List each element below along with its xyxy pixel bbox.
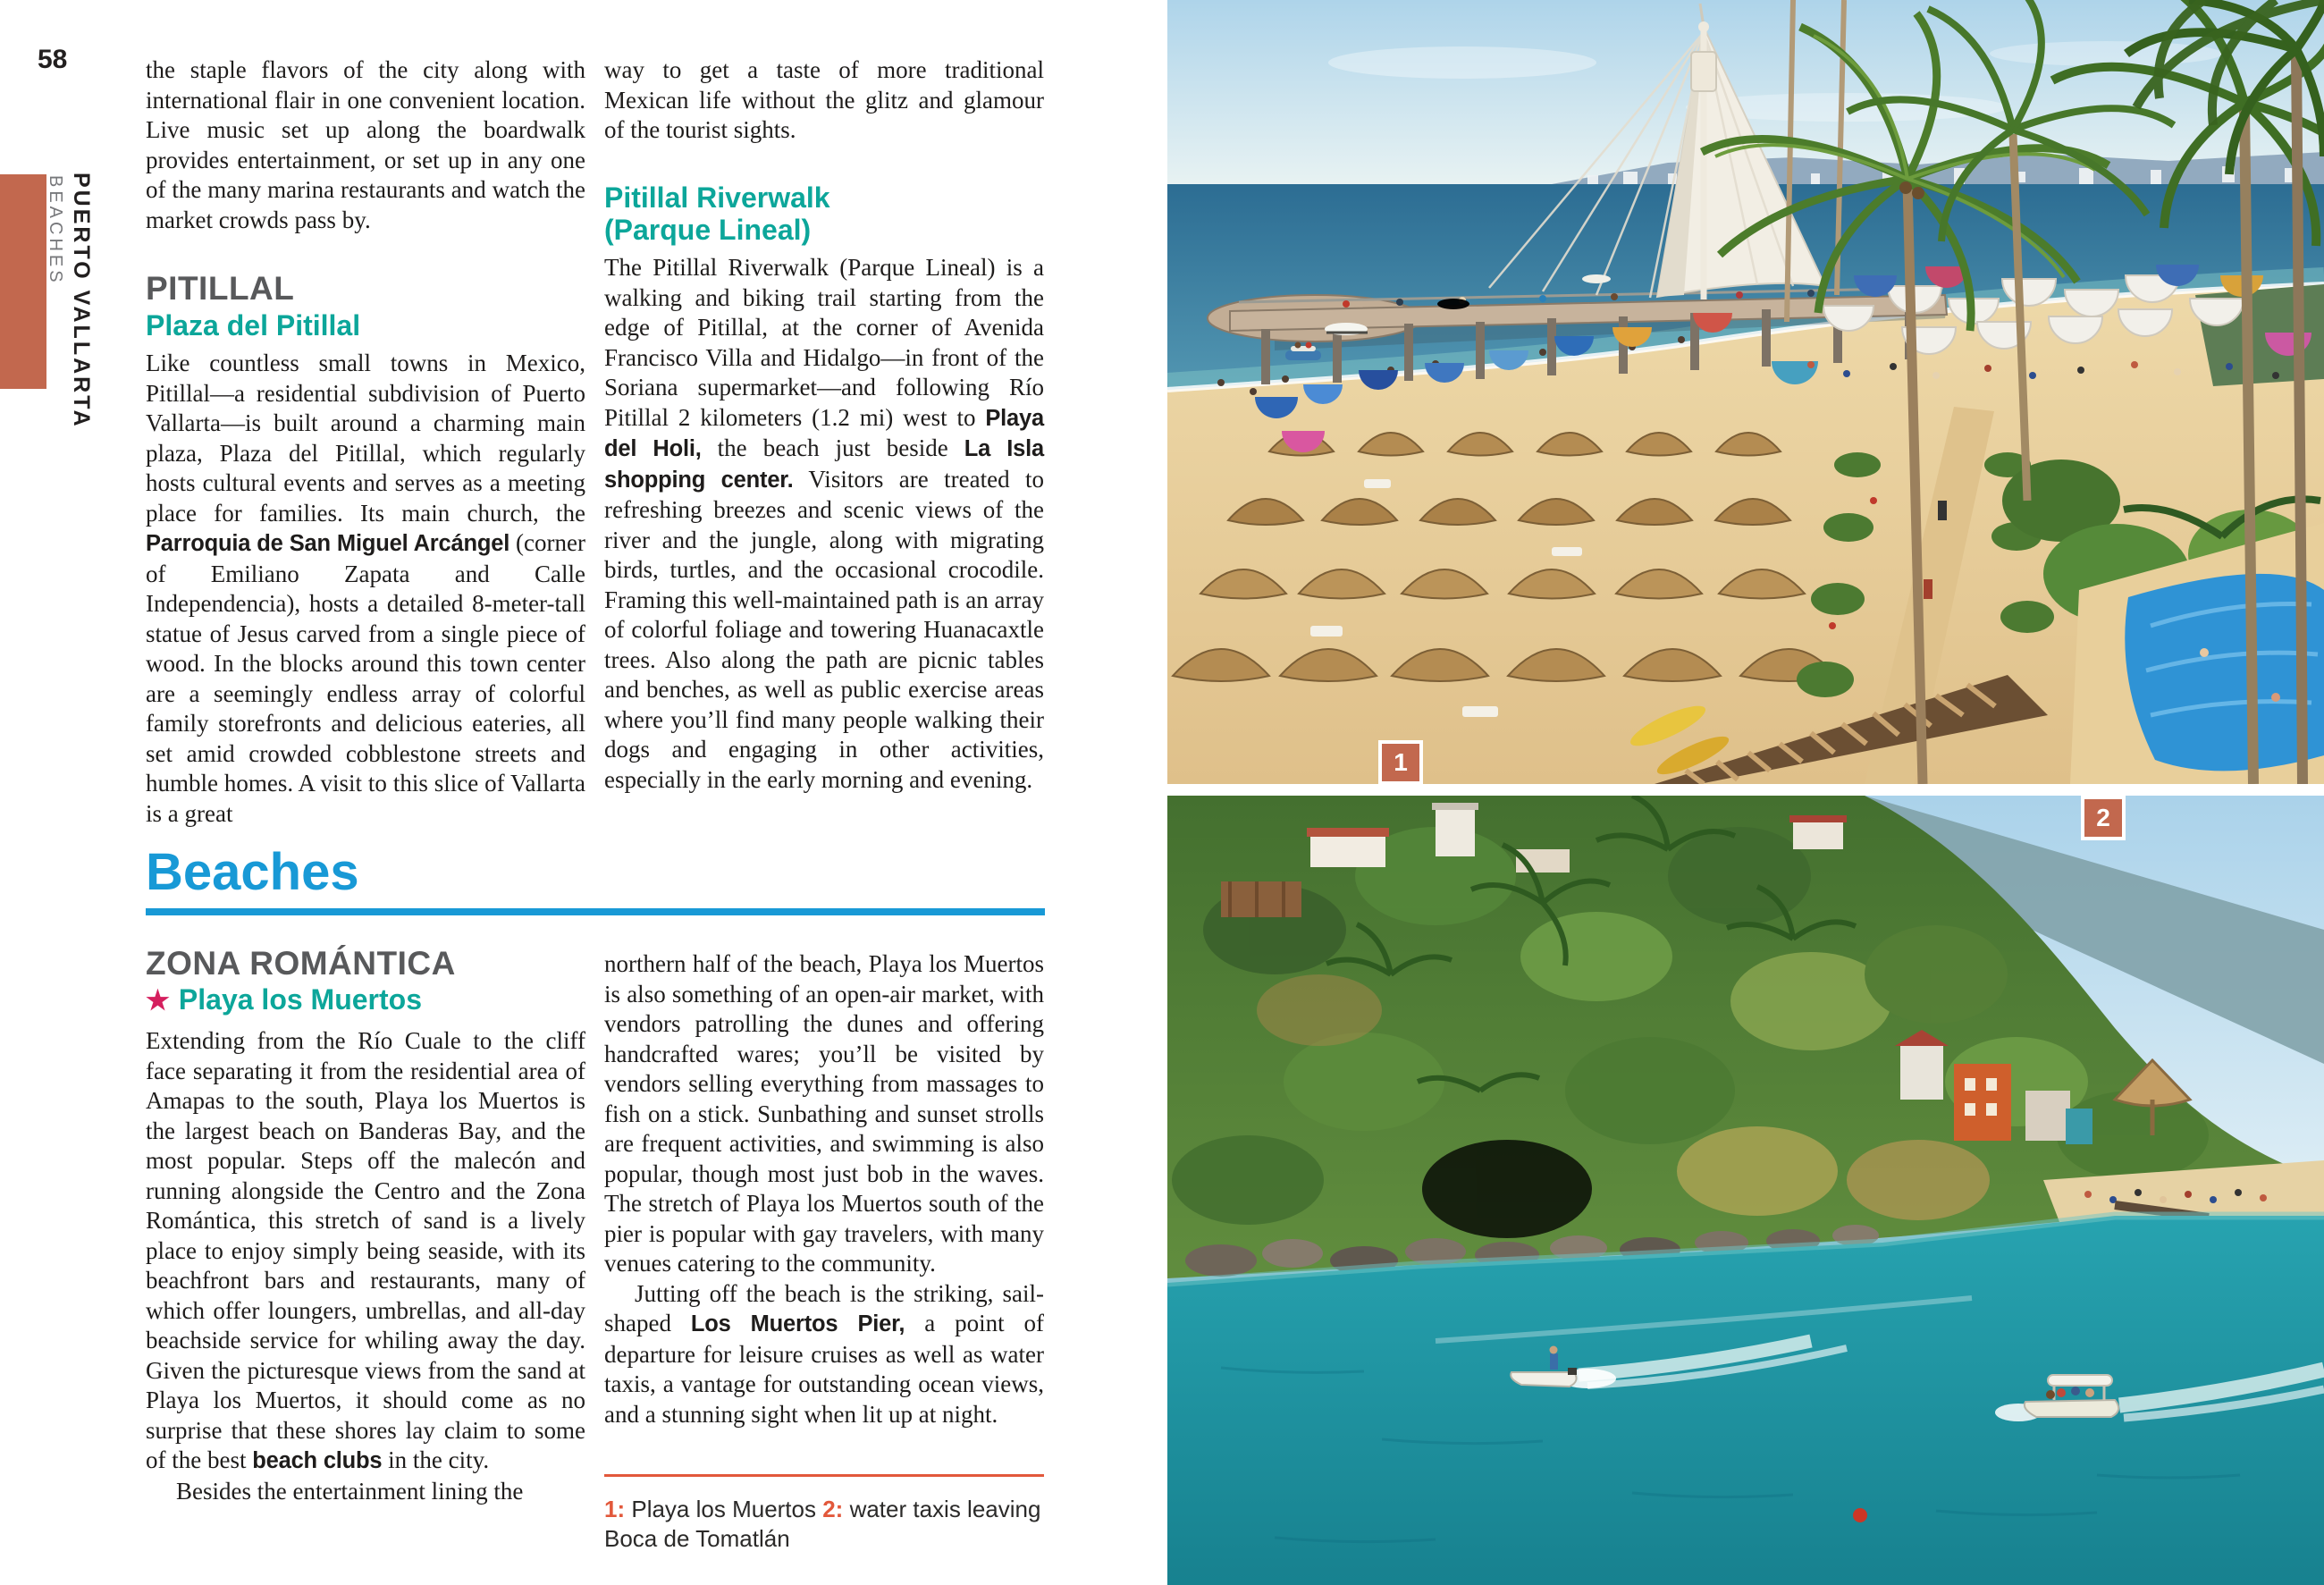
paragraph: The Pitillal Riverwalk (Parque Lineal) is a walking and biking trail starting from the edge of Pitillal, at the corner of Avenida Francisco Villa and Hidalgo—in front of the Soriana supermarket—and following Río Pitillal 2 kilometers (1.2 mi) west to Playa del Holi, the beach just beside La Isla shopping center. Visitors are treated to refreshing breezes and scenic views of the river and the jungle, along with migrating birds, turtles, and the occasional crocodile. Framing this well-maintained path is an array of colorful foliage and towering Huanacaxtle trees. Also along the path are picnic tables and benches, as well as public exercise areas where you’ll find many people walking their dogs and engaging in other activities, especially in the early morning and evening. bbox=[604, 254, 1044, 793]
column1-intro bbox=[146, 55, 585, 235]
column2-beaches-body bbox=[604, 949, 1044, 1429]
playa-los-muertos-label: Playa los Muertos bbox=[178, 983, 422, 1016]
column1-pitillal-body bbox=[146, 349, 585, 829]
column1-beaches-body bbox=[146, 1026, 585, 1506]
riverwalk-subheading-line2: (Parque Lineal) bbox=[604, 214, 812, 246]
paragraph: the staple flavors of the city along with international flair in one convenient location. Live music set up along the boardwalk provides entertainment, or set up in any one of the many marina restaurants and watch the market crowds pass by. bbox=[146, 56, 585, 233]
paragraph: Extending from the Río Cuale to the cliff face separating it from the residential area of Amapas to the south, Playa los Muertos is the largest beach on Banderas Bay, and the most popular. Steps off the malecón and running alongside the Centro and the Zona Romántica, this stretch of sand is a lively place to enjoy simply being seaside, with its beachfront bars and restaurants, many of which offer loungers, umbrellas, and all-day beachside service for whiling away the day. Given the picturesque views from the sand at Playa los Muertos, it should come as no surprise that these shores lay claim to some of the best beach clubs in the city. bbox=[146, 1027, 585, 1473]
star-icon: ★ bbox=[146, 986, 170, 1016]
chapter-rule bbox=[146, 908, 1045, 915]
pitillal-heading: PITILLAL bbox=[146, 270, 295, 307]
sidebar-region-label: PUERTO VALLARTA bbox=[69, 173, 94, 429]
caption-rule bbox=[604, 1474, 1044, 1477]
sidebar-section-label: BEACHES bbox=[46, 175, 65, 286]
zona-romantica-heading: ZONA ROMÁNTICA bbox=[146, 945, 456, 982]
paragraph: northern half of the beach, Playa los Muertos is also something of an open-air market, with vendors patrolling the dunes and offering handcrafted wares; you’ll be visited by vendors selling everything from massages to fish on a stick. Sunbathing and sunset strolls are frequent activities, and swimming is also popular, though most just bob in the waves. The stretch of Playa los Muertos south of the pier is popular with gay travelers, with many venues catering to the community. bbox=[604, 950, 1044, 1277]
water-taxis-illustration bbox=[1167, 796, 2324, 1585]
beaches-chapter-title: Beaches bbox=[146, 843, 359, 901]
riverwalk-subheading-line1: Pitillal Riverwalk bbox=[604, 181, 830, 214]
paragraph: Besides the entertainment lining the bbox=[176, 1477, 524, 1505]
photo-water-taxis bbox=[1167, 796, 2324, 1585]
photo2-number-badge: 2 bbox=[2081, 796, 2126, 840]
paragraph: way to get a taste of more traditional Mexican life without the glitz and glamour of the tourist sights. bbox=[604, 56, 1044, 143]
playa-los-muertos-illustration bbox=[1167, 0, 2324, 784]
playa-los-muertos-subheading bbox=[146, 983, 422, 1017]
page-number: 58 bbox=[38, 45, 68, 74]
photo-playa-los-muertos bbox=[1167, 0, 2324, 784]
riverwalk-subheading bbox=[604, 181, 830, 246]
sidebar-color-tab bbox=[0, 174, 46, 389]
photo1-number-badge: 1 bbox=[1378, 740, 1423, 784]
column2-riverwalk-body bbox=[604, 253, 1044, 795]
paragraph: Like countless small towns in Mexico, Pitillal—a residential subdivision of Puerto Vallarta—is built around a charming main plaza, Plaza del Pitillal, which regularly hosts cultural events and serves as a meeting place for families. Its main church, the Parroquia de San Miguel Arcángel (corner of Emiliano Zapata and Calle Independencia), hosts a detailed 8-meter-tall statue of Jesus carved from a single piece of wood. In the blocks around this town center are a seemingly endless array of colorful family storefronts and delicious eateries, all set amid crowded cobblestone streets and humble homes. A visit to this slice of Vallarta is a great bbox=[146, 350, 585, 827]
plaza-del-pitillal-subheading: Plaza del Pitillal bbox=[146, 309, 361, 341]
photo-caption: 1: Playa los Muertos 2: water taxis leaving Boca de Tomatlán bbox=[604, 1496, 1041, 1552]
column2-intro bbox=[604, 55, 1044, 146]
red-buoy bbox=[1853, 1508, 1867, 1522]
paragraph: Jutting off the beach is the striking, sail-shaped Los Muertos Pier, a point of departure for leisure cruises as well as water taxis, a vantage for outstanding ocean views, and a stunning sight when lit up at night. bbox=[604, 1279, 1044, 1428]
